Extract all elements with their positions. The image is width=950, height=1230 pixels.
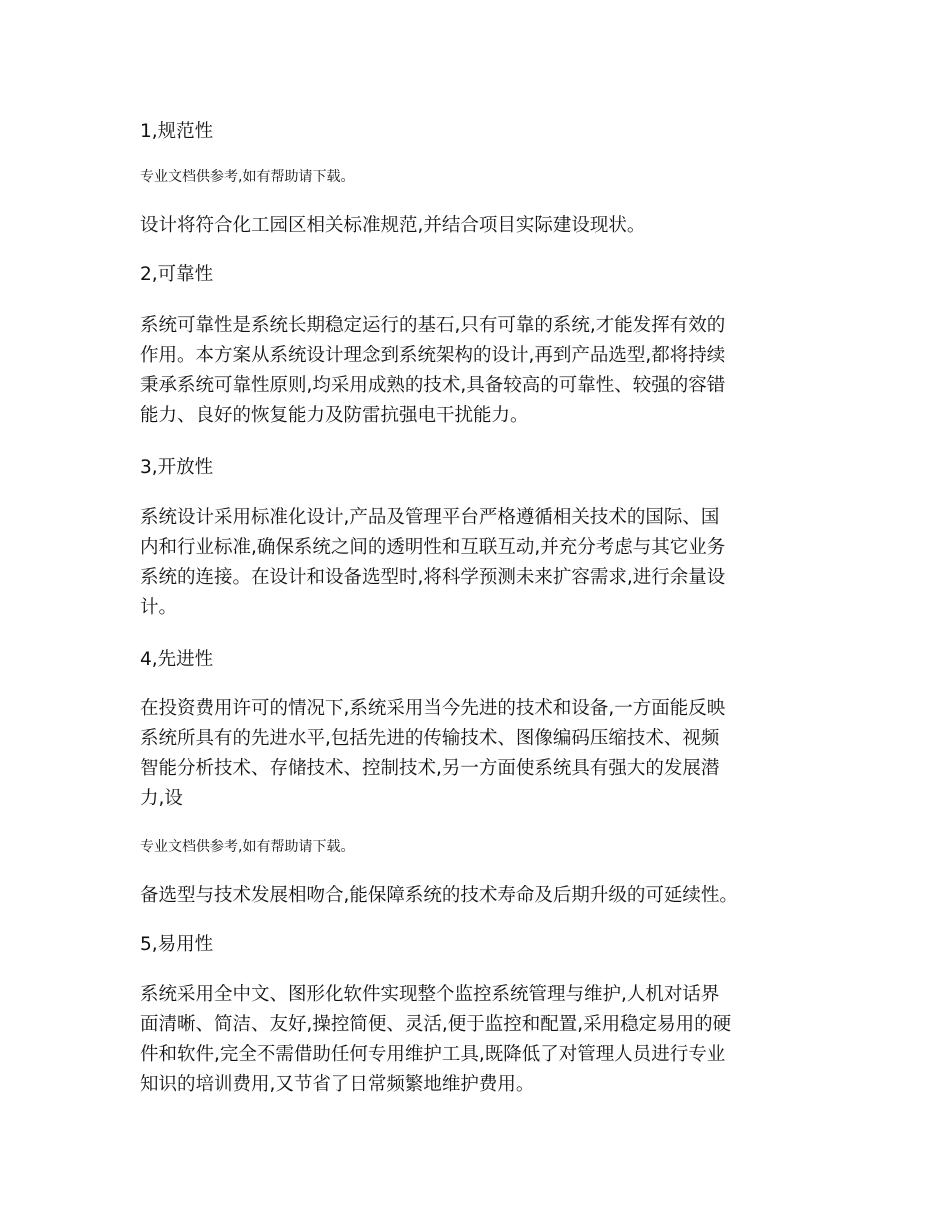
paragraph-line: 系统所具有的先进水平,包括先进的传输技术、图像编码压缩技术、视频 (140, 728, 720, 749)
section-paragraph-5 (140, 980, 812, 1100)
paragraph-line: 秉承系统可靠性原则,均采用成熟的技术,具备较高的可靠性、较强的容错 (140, 375, 726, 396)
section-paragraph-3 (140, 503, 812, 623)
paragraph-line: 件和软件,完全不需借助任何专用维护工具,既降低了对管理人员进行专业 (140, 1044, 726, 1065)
paragraph-line: 内和行业标准,确保系统之间的透明性和互联互动,并充分考虑与其它业务 (140, 537, 726, 558)
section-paragraph-4 (140, 694, 812, 814)
paragraph-line: 作用。本方案从系统设计理念到系统架构的设计,再到产品选型,都将持续 (140, 345, 726, 366)
paragraph-line: 力,设 (140, 788, 183, 809)
download-note-1: 专业文档供参考,如有帮助请下载。 (140, 169, 355, 185)
section-paragraph-2 (140, 311, 812, 431)
section-heading-3: 3,开放性 (140, 457, 214, 478)
section-heading-2: 2,可靠性 (140, 264, 214, 285)
paragraph-line: 知识的培训费用,又节省了日常频繁地维护费用。 (140, 1074, 535, 1095)
section-heading-5: 5,易用性 (140, 934, 214, 955)
paragraph-line: 面清晰、简洁、友好,操控简便、灵活,便于监控和配置,采用稳定易用的硬 (140, 1014, 732, 1035)
paragraph-line: 计。 (140, 597, 178, 618)
paragraph-line: 设计将符合化工园区相关标准规范,并结合项目实际建设现状。 (140, 215, 646, 236)
paragraph-line: 智能分析技术、存储技术、控制技术,另一方面使系统具有强大的发展潜 (140, 758, 720, 779)
paragraph-line: 系统采用全中文、图形化软件实现整个监控系统管理与维护,人机对话界 (140, 984, 720, 1005)
paragraph-line: 在投资费用许可的情况下,系统采用当今先进的技术和设备,一方面能反映 (140, 698, 726, 719)
paragraph-line: 能力、良好的恢复能力及防雷抗强电干扰能力。 (140, 405, 529, 426)
paragraph-line: 系统的连接。在设计和设备选型时,将科学预测未来扩容需求,进行余量设 (140, 567, 726, 588)
section-paragraph-4-continuation: 备选型与技术发展相吻合,能保障系统的技术寿命及后期升级的可延续性。 (140, 885, 738, 906)
paragraph-line: 系统可靠性是系统长期稳定运行的基石,只有可靠的系统,才能发挥有效的 (140, 315, 726, 336)
download-note-2: 专业文档供参考,如有帮助请下载。 (140, 839, 355, 855)
section-heading-1: 1,规范性 (140, 121, 214, 142)
section-paragraph-1 (140, 211, 812, 241)
section-heading-4: 4,先进性 (140, 649, 214, 670)
paragraph-line: 系统设计采用标准化设计,产品及管理平台严格遵循相关技术的国际、国 (140, 507, 720, 528)
